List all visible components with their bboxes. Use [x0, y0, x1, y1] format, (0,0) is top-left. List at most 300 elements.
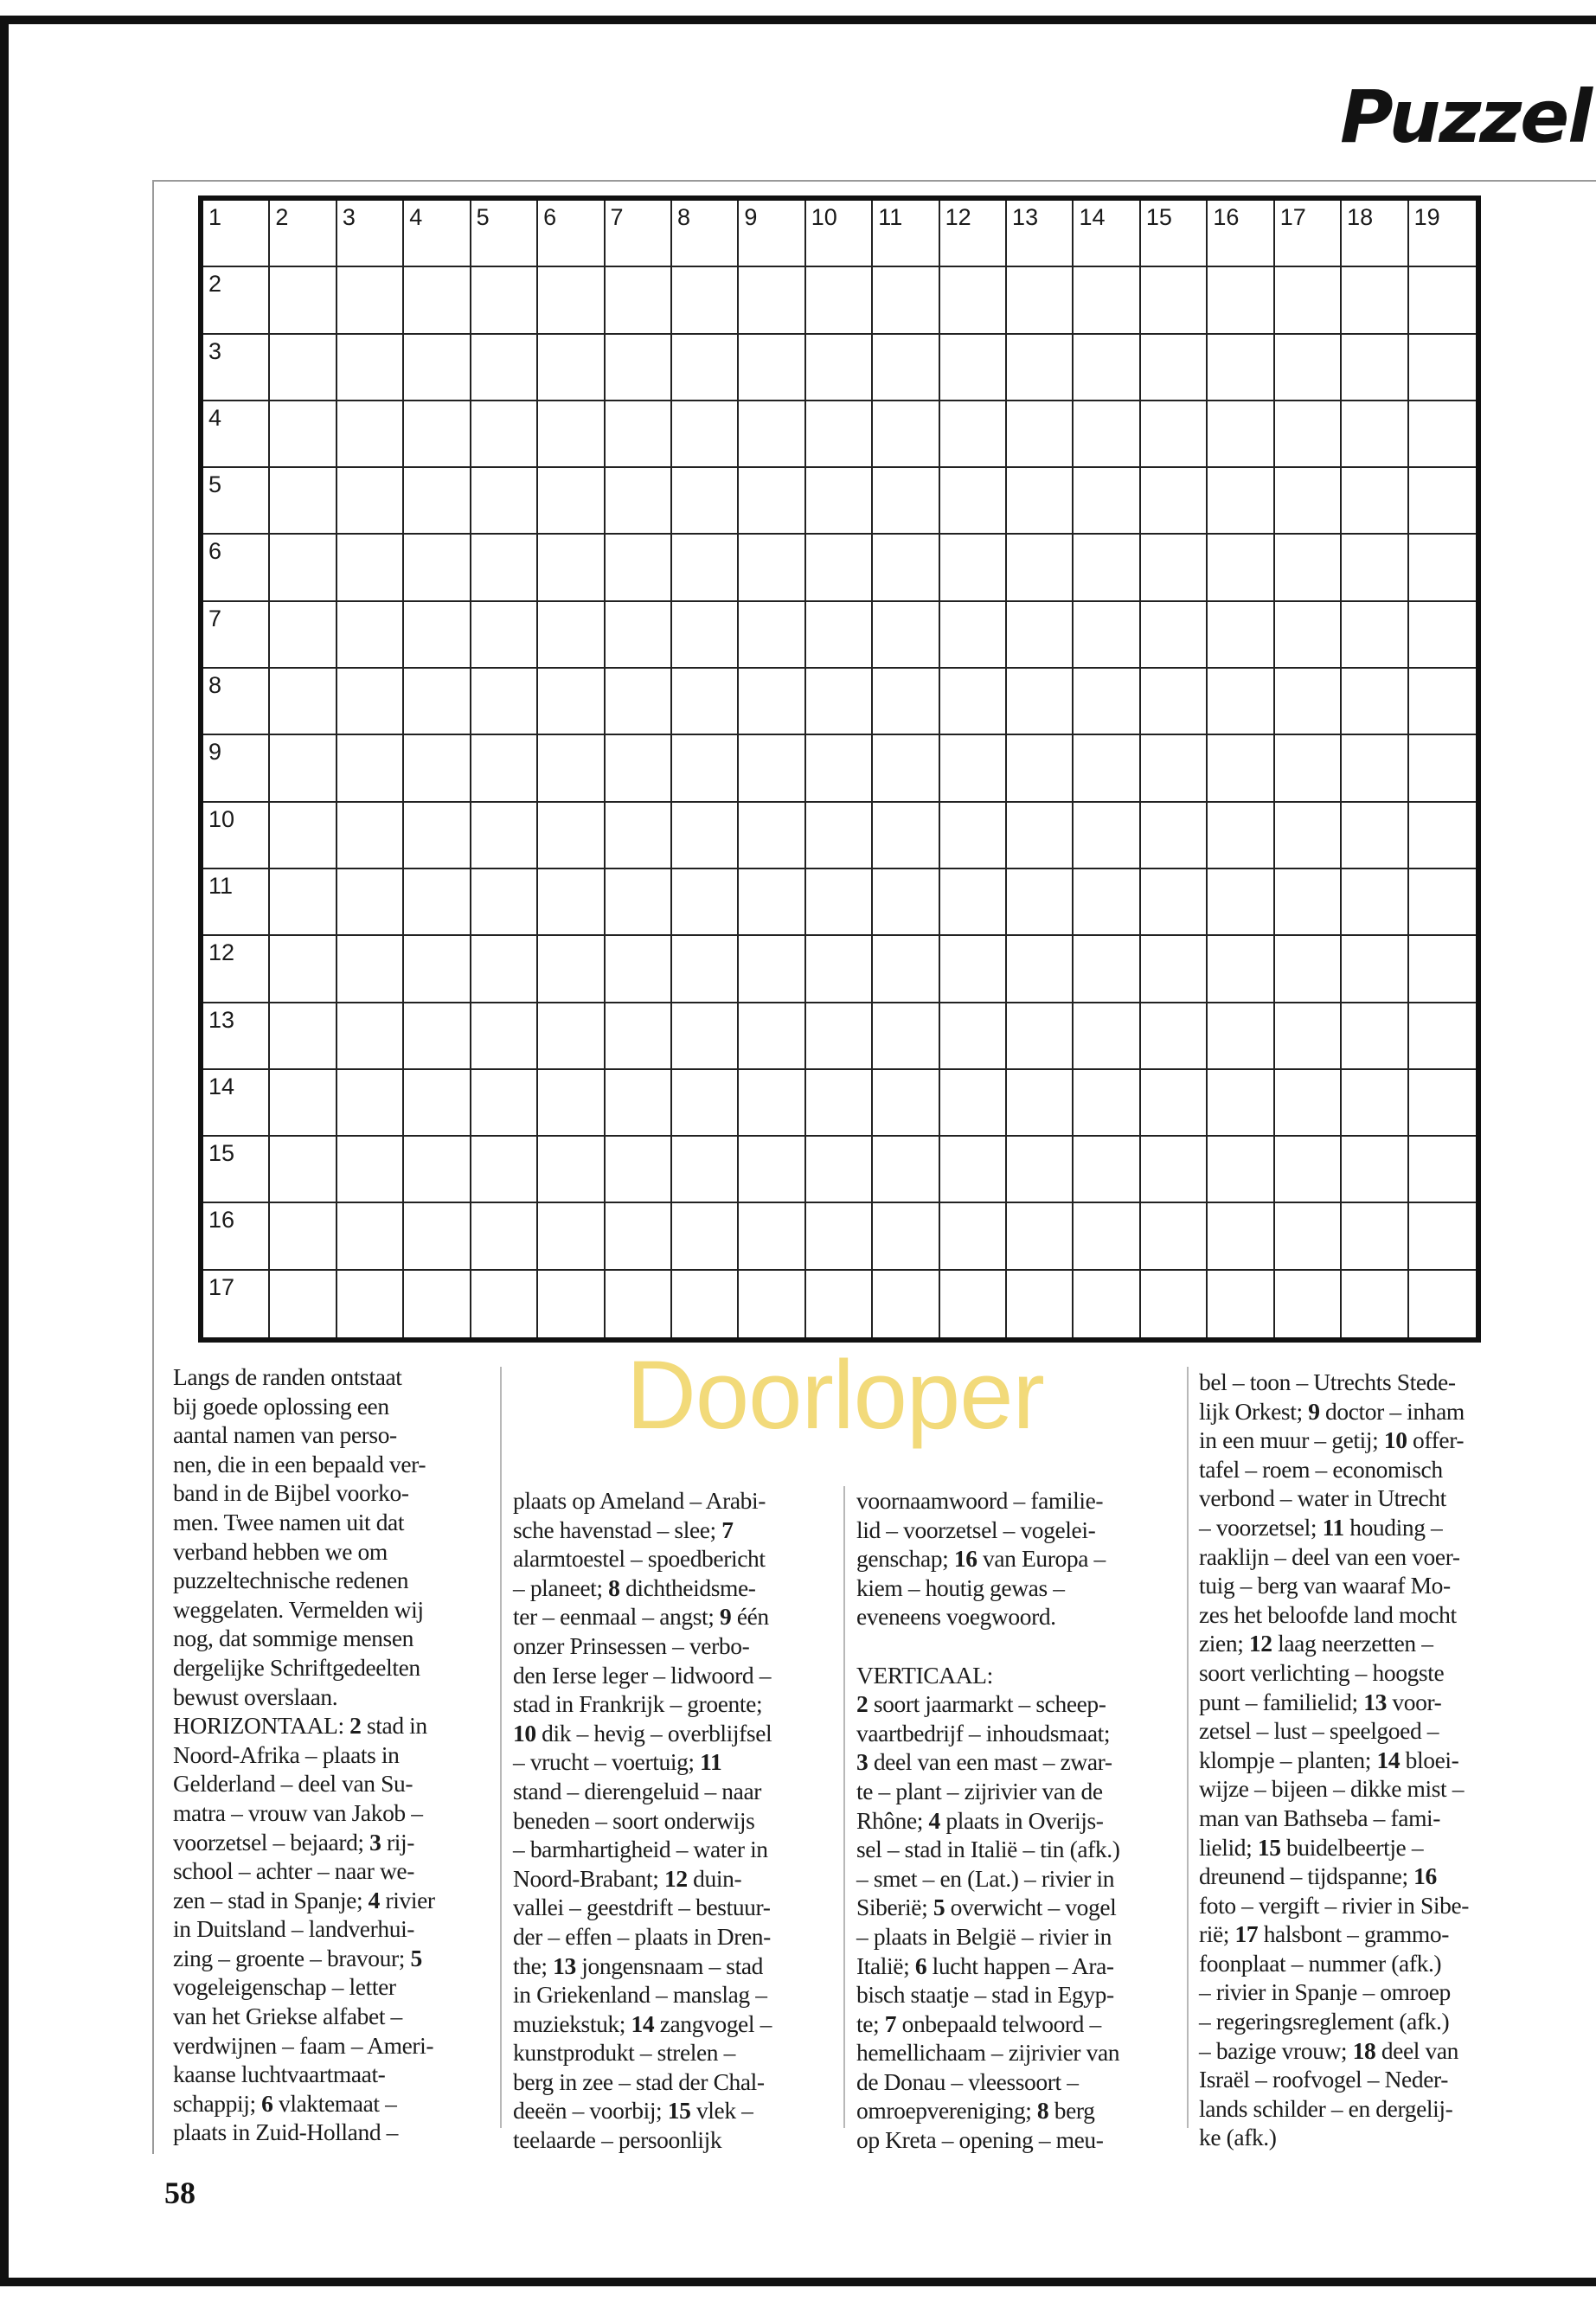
grid-cell[interactable] [203, 335, 270, 401]
grid-cell[interactable] [1342, 1070, 1408, 1137]
grid-cell[interactable] [1208, 468, 1274, 535]
grid-cell[interactable] [1074, 602, 1140, 669]
grid-cell[interactable] [1007, 602, 1074, 669]
grid-cell[interactable] [337, 267, 404, 334]
grid-cell[interactable] [606, 201, 672, 267]
grid-cell[interactable] [806, 1137, 873, 1203]
grid-cell[interactable] [203, 869, 270, 936]
grid-cell[interactable] [806, 535, 873, 601]
grid-cell[interactable] [940, 468, 1007, 535]
grid-cell[interactable] [337, 1070, 404, 1137]
grid-cell[interactable] [337, 669, 404, 735]
grid-cell[interactable] [606, 335, 672, 401]
grid-cell[interactable] [940, 335, 1007, 401]
grid-cell[interactable] [873, 869, 939, 936]
grid-cell[interactable] [672, 201, 739, 267]
grid-cell[interactable] [203, 669, 270, 735]
grid-cell[interactable] [1275, 267, 1342, 334]
grid-cell[interactable] [538, 669, 605, 735]
grid-cell[interactable] [1141, 535, 1208, 601]
grid-cell[interactable] [606, 535, 672, 601]
grid-cell[interactable] [1208, 1203, 1274, 1270]
grid-cell[interactable] [471, 468, 538, 535]
grid-cell[interactable] [270, 1070, 337, 1137]
grid-cell[interactable] [806, 1070, 873, 1137]
grid-cell[interactable] [1409, 468, 1476, 535]
grid-cell[interactable] [1007, 1003, 1074, 1070]
grid-cell[interactable] [606, 735, 672, 802]
grid-cell[interactable] [873, 535, 939, 601]
grid-cell[interactable] [940, 602, 1007, 669]
grid-cell[interactable] [203, 267, 270, 334]
grid-cell[interactable] [471, 267, 538, 334]
grid-cell[interactable] [1409, 1003, 1476, 1070]
grid-cell[interactable] [1275, 535, 1342, 601]
grid-cell[interactable] [1141, 1203, 1208, 1270]
grid-cell[interactable] [203, 1137, 270, 1203]
grid-cell[interactable] [1342, 936, 1408, 1003]
grid-cell[interactable] [1275, 468, 1342, 535]
grid-cell[interactable] [471, 401, 538, 468]
grid-cell[interactable] [806, 803, 873, 869]
grid-cell[interactable] [739, 401, 805, 468]
grid-cell[interactable] [1208, 869, 1274, 936]
grid-cell[interactable] [940, 1003, 1007, 1070]
grid-cell[interactable] [538, 936, 605, 1003]
grid-cell[interactable] [806, 669, 873, 735]
grid-cell[interactable] [1409, 602, 1476, 669]
grid-cell[interactable] [1275, 401, 1342, 468]
grid-cell[interactable] [1275, 335, 1342, 401]
grid-cell[interactable] [1007, 335, 1074, 401]
grid-cell[interactable] [806, 401, 873, 468]
grid-cell[interactable] [1141, 335, 1208, 401]
grid-cell[interactable] [739, 1271, 805, 1337]
grid-cell[interactable] [1342, 1203, 1408, 1270]
grid-cell[interactable] [1409, 1271, 1476, 1337]
grid-cell[interactable] [1409, 335, 1476, 401]
grid-cell[interactable] [337, 1203, 404, 1270]
grid-cell[interactable] [940, 669, 1007, 735]
grid-cell[interactable] [739, 468, 805, 535]
grid-cell[interactable] [538, 1203, 605, 1270]
grid-cell[interactable] [1007, 1137, 1074, 1203]
grid-cell[interactable] [270, 1203, 337, 1270]
grid-cell[interactable] [1007, 803, 1074, 869]
grid-cell[interactable] [739, 869, 805, 936]
grid-cell[interactable] [606, 869, 672, 936]
grid-cell[interactable] [471, 535, 538, 601]
grid-cell[interactable] [538, 803, 605, 869]
grid-cell[interactable] [471, 1271, 538, 1337]
grid-cell[interactable] [1409, 267, 1476, 334]
grid-cell[interactable] [606, 1070, 672, 1137]
grid-cell[interactable] [1208, 669, 1274, 735]
grid-cell[interactable] [806, 1003, 873, 1070]
grid-cell[interactable] [538, 335, 605, 401]
grid-cell[interactable] [739, 669, 805, 735]
grid-cell[interactable] [1007, 267, 1074, 334]
grid-cell[interactable] [538, 401, 605, 468]
grid-cell[interactable] [203, 1271, 270, 1337]
grid-cell[interactable] [270, 535, 337, 601]
grid-cell[interactable] [1141, 803, 1208, 869]
grid-cell[interactable] [1208, 1070, 1274, 1137]
grid-cell[interactable] [1275, 936, 1342, 1003]
grid-cell[interactable] [1342, 335, 1408, 401]
grid-cell[interactable] [1141, 267, 1208, 334]
grid-cell[interactable] [806, 735, 873, 802]
grid-cell[interactable] [873, 335, 939, 401]
grid-cell[interactable] [538, 869, 605, 936]
grid-cell[interactable] [873, 803, 939, 869]
grid-cell[interactable] [1409, 1137, 1476, 1203]
grid-cell[interactable] [538, 602, 605, 669]
grid-cell[interactable] [203, 401, 270, 468]
grid-cell[interactable] [1275, 1003, 1342, 1070]
grid-cell[interactable] [873, 1271, 939, 1337]
grid-cell[interactable] [471, 602, 538, 669]
grid-cell[interactable] [1074, 1137, 1140, 1203]
grid-cell[interactable] [1007, 869, 1074, 936]
grid-cell[interactable] [606, 936, 672, 1003]
grid-cell[interactable] [1342, 735, 1408, 802]
grid-cell[interactable] [606, 1271, 672, 1337]
grid-cell[interactable] [1007, 936, 1074, 1003]
grid-cell[interactable] [1141, 401, 1208, 468]
grid-cell[interactable] [337, 201, 404, 267]
grid-cell[interactable] [270, 735, 337, 802]
grid-cell[interactable] [940, 803, 1007, 869]
grid-cell[interactable] [739, 1203, 805, 1270]
grid-cell[interactable] [940, 401, 1007, 468]
grid-cell[interactable] [1141, 468, 1208, 535]
grid-cell[interactable] [1074, 401, 1140, 468]
grid-cell[interactable] [1409, 669, 1476, 735]
grid-cell[interactable] [1208, 401, 1274, 468]
grid-cell[interactable] [337, 401, 404, 468]
grid-cell[interactable] [940, 735, 1007, 802]
grid-cell[interactable] [873, 201, 939, 267]
grid-cell[interactable] [203, 602, 270, 669]
grid-cell[interactable] [270, 267, 337, 334]
grid-cell[interactable] [1007, 735, 1074, 802]
grid-cell[interactable] [739, 1137, 805, 1203]
grid-cell[interactable] [940, 201, 1007, 267]
grid-cell[interactable] [404, 535, 471, 601]
grid-cell[interactable] [270, 803, 337, 869]
grid-cell[interactable] [1275, 201, 1342, 267]
grid-cell[interactable] [203, 535, 270, 601]
grid-cell[interactable] [337, 869, 404, 936]
grid-cell[interactable] [1275, 1070, 1342, 1137]
grid-cell[interactable] [672, 267, 739, 334]
grid-cell[interactable] [471, 1203, 538, 1270]
grid-cell[interactable] [203, 468, 270, 535]
grid-cell[interactable] [806, 1271, 873, 1337]
grid-cell[interactable] [270, 1003, 337, 1070]
grid-cell[interactable] [1074, 335, 1140, 401]
grid-cell[interactable] [739, 803, 805, 869]
grid-cell[interactable] [270, 869, 337, 936]
grid-cell[interactable] [270, 335, 337, 401]
grid-cell[interactable] [538, 1137, 605, 1203]
grid-cell[interactable] [1275, 1203, 1342, 1270]
grid-cell[interactable] [739, 201, 805, 267]
grid-cell[interactable] [270, 602, 337, 669]
grid-cell[interactable] [806, 936, 873, 1003]
grid-cell[interactable] [606, 602, 672, 669]
grid-cell[interactable] [606, 1203, 672, 1270]
grid-cell[interactable] [1141, 201, 1208, 267]
grid-cell[interactable] [1007, 1271, 1074, 1337]
grid-cell[interactable] [1074, 1203, 1140, 1270]
grid-cell[interactable] [538, 1003, 605, 1070]
grid-cell[interactable] [203, 201, 270, 267]
grid-cell[interactable] [672, 401, 739, 468]
grid-cell[interactable] [1409, 401, 1476, 468]
grid-cell[interactable] [1409, 535, 1476, 601]
grid-cell[interactable] [337, 803, 404, 869]
grid-cell[interactable] [873, 1070, 939, 1137]
grid-cell[interactable] [337, 335, 404, 401]
grid-cell[interactable] [1275, 803, 1342, 869]
grid-cell[interactable] [606, 1003, 672, 1070]
grid-cell[interactable] [672, 735, 739, 802]
grid-cell[interactable] [940, 267, 1007, 334]
grid-cell[interactable] [606, 669, 672, 735]
grid-cell[interactable] [1275, 669, 1342, 735]
grid-cell[interactable] [404, 803, 471, 869]
grid-cell[interactable] [1141, 1003, 1208, 1070]
grid-cell[interactable] [270, 1271, 337, 1337]
grid-cell[interactable] [404, 869, 471, 936]
grid-cell[interactable] [1141, 1137, 1208, 1203]
grid-cell[interactable] [873, 669, 939, 735]
grid-cell[interactable] [672, 803, 739, 869]
grid-cell[interactable] [1141, 735, 1208, 802]
grid-cell[interactable] [606, 803, 672, 869]
grid-cell[interactable] [672, 936, 739, 1003]
grid-cell[interactable] [1141, 602, 1208, 669]
grid-cell[interactable] [1275, 869, 1342, 936]
grid-cell[interactable] [1409, 735, 1476, 802]
grid-cell[interactable] [1007, 401, 1074, 468]
grid-cell[interactable] [1208, 1003, 1274, 1070]
grid-cell[interactable] [471, 201, 538, 267]
grid-cell[interactable] [1208, 335, 1274, 401]
grid-cell[interactable] [404, 468, 471, 535]
grid-cell[interactable] [806, 468, 873, 535]
grid-cell[interactable] [940, 1137, 1007, 1203]
grid-cell[interactable] [873, 1137, 939, 1203]
grid-cell[interactable] [1342, 602, 1408, 669]
grid-cell[interactable] [1275, 602, 1342, 669]
grid-cell[interactable] [873, 602, 939, 669]
grid-cell[interactable] [538, 201, 605, 267]
grid-cell[interactable] [471, 803, 538, 869]
grid-cell[interactable] [404, 1271, 471, 1337]
grid-cell[interactable] [1342, 669, 1408, 735]
grid-cell[interactable] [873, 468, 939, 535]
grid-cell[interactable] [1074, 936, 1140, 1003]
grid-cell[interactable] [606, 401, 672, 468]
grid-cell[interactable] [337, 735, 404, 802]
grid-cell[interactable] [404, 201, 471, 267]
grid-cell[interactable] [337, 936, 404, 1003]
grid-cell[interactable] [1342, 1271, 1408, 1337]
grid-cell[interactable] [672, 869, 739, 936]
grid-cell[interactable] [739, 267, 805, 334]
grid-cell[interactable] [1007, 669, 1074, 735]
grid-cell[interactable] [1208, 535, 1274, 601]
grid-cell[interactable] [672, 602, 739, 669]
grid-cell[interactable] [1074, 1003, 1140, 1070]
grid-cell[interactable] [1342, 201, 1408, 267]
grid-cell[interactable] [1342, 803, 1408, 869]
grid-cell[interactable] [404, 401, 471, 468]
grid-cell[interactable] [1208, 267, 1274, 334]
grid-cell[interactable] [337, 1003, 404, 1070]
grid-cell[interactable] [1074, 735, 1140, 802]
grid-cell[interactable] [1275, 1137, 1342, 1203]
grid-cell[interactable] [606, 1137, 672, 1203]
grid-cell[interactable] [940, 535, 1007, 601]
grid-cell[interactable] [203, 1003, 270, 1070]
grid-cell[interactable] [873, 1003, 939, 1070]
grid-cell[interactable] [404, 735, 471, 802]
grid-cell[interactable] [873, 735, 939, 802]
grid-cell[interactable] [1208, 1271, 1274, 1337]
grid-cell[interactable] [1409, 869, 1476, 936]
grid-cell[interactable] [337, 1137, 404, 1203]
grid-cell[interactable] [538, 468, 605, 535]
grid-cell[interactable] [1342, 1003, 1408, 1070]
grid-cell[interactable] [471, 335, 538, 401]
grid-cell[interactable] [672, 1137, 739, 1203]
grid-cell[interactable] [404, 1070, 471, 1137]
grid-cell[interactable] [806, 602, 873, 669]
grid-cell[interactable] [404, 335, 471, 401]
grid-cell[interactable] [270, 936, 337, 1003]
grid-cell[interactable] [1007, 1070, 1074, 1137]
grid-cell[interactable] [203, 735, 270, 802]
grid-cell[interactable] [404, 267, 471, 334]
grid-cell[interactable] [1208, 1137, 1274, 1203]
grid-cell[interactable] [337, 1271, 404, 1337]
grid-cell[interactable] [672, 1271, 739, 1337]
grid-cell[interactable] [1208, 602, 1274, 669]
grid-cell[interactable] [471, 669, 538, 735]
grid-cell[interactable] [806, 335, 873, 401]
grid-cell[interactable] [337, 468, 404, 535]
grid-cell[interactable] [940, 869, 1007, 936]
grid-cell[interactable] [806, 869, 873, 936]
grid-cell[interactable] [940, 1271, 1007, 1337]
grid-cell[interactable] [806, 201, 873, 267]
grid-cell[interactable] [606, 468, 672, 535]
grid-cell[interactable] [873, 401, 939, 468]
grid-cell[interactable] [203, 1203, 270, 1270]
grid-cell[interactable] [1007, 468, 1074, 535]
grid-cell[interactable] [1007, 201, 1074, 267]
grid-cell[interactable] [471, 1070, 538, 1137]
grid-cell[interactable] [203, 1070, 270, 1137]
grid-cell[interactable] [672, 468, 739, 535]
grid-cell[interactable] [739, 335, 805, 401]
grid-cell[interactable] [538, 1070, 605, 1137]
grid-cell[interactable] [1074, 267, 1140, 334]
grid-cell[interactable] [1141, 1271, 1208, 1337]
grid-cell[interactable] [1409, 1203, 1476, 1270]
grid-cell[interactable] [940, 1203, 1007, 1270]
grid-cell[interactable] [672, 1003, 739, 1070]
grid-cell[interactable] [337, 602, 404, 669]
grid-cell[interactable] [270, 201, 337, 267]
grid-cell[interactable] [1409, 936, 1476, 1003]
grid-cell[interactable] [471, 936, 538, 1003]
grid-cell[interactable] [337, 535, 404, 601]
grid-cell[interactable] [1074, 468, 1140, 535]
grid-cell[interactable] [606, 267, 672, 334]
grid-cell[interactable] [538, 1271, 605, 1337]
grid-cell[interactable] [1208, 735, 1274, 802]
grid-cell[interactable] [739, 1070, 805, 1137]
grid-cell[interactable] [1342, 869, 1408, 936]
grid-cell[interactable] [1275, 735, 1342, 802]
grid-cell[interactable] [471, 869, 538, 936]
grid-cell[interactable] [739, 936, 805, 1003]
grid-cell[interactable] [538, 735, 605, 802]
grid-cell[interactable] [739, 535, 805, 601]
grid-cell[interactable] [1208, 201, 1274, 267]
grid-cell[interactable] [1074, 1070, 1140, 1137]
grid-cell[interactable] [270, 669, 337, 735]
grid-cell[interactable] [1007, 1203, 1074, 1270]
grid-cell[interactable] [940, 1070, 1007, 1137]
grid-cell[interactable] [1208, 936, 1274, 1003]
grid-cell[interactable] [1141, 936, 1208, 1003]
grid-cell[interactable] [672, 535, 739, 601]
grid-cell[interactable] [471, 735, 538, 802]
grid-cell[interactable] [1074, 803, 1140, 869]
grid-cell[interactable] [270, 1137, 337, 1203]
grid-cell[interactable] [873, 936, 939, 1003]
grid-cell[interactable] [1074, 669, 1140, 735]
grid-cell[interactable] [404, 669, 471, 735]
grid-cell[interactable] [404, 936, 471, 1003]
grid-cell[interactable] [538, 267, 605, 334]
grid-cell[interactable] [672, 669, 739, 735]
grid-cell[interactable] [1208, 803, 1274, 869]
grid-cell[interactable] [404, 1137, 471, 1203]
grid-cell[interactable] [1074, 201, 1140, 267]
grid-cell[interactable] [1342, 1137, 1408, 1203]
grid-cell[interactable] [203, 936, 270, 1003]
grid-cell[interactable] [404, 1203, 471, 1270]
grid-cell[interactable] [873, 1203, 939, 1270]
grid-cell[interactable] [1141, 669, 1208, 735]
grid-cell[interactable] [806, 1203, 873, 1270]
grid-cell[interactable] [672, 335, 739, 401]
grid-cell[interactable] [672, 1070, 739, 1137]
grid-cell[interactable] [940, 936, 1007, 1003]
grid-cell[interactable] [538, 535, 605, 601]
grid-cell[interactable] [739, 602, 805, 669]
grid-cell[interactable] [471, 1003, 538, 1070]
grid-cell[interactable] [806, 267, 873, 334]
grid-cell[interactable] [1342, 401, 1408, 468]
